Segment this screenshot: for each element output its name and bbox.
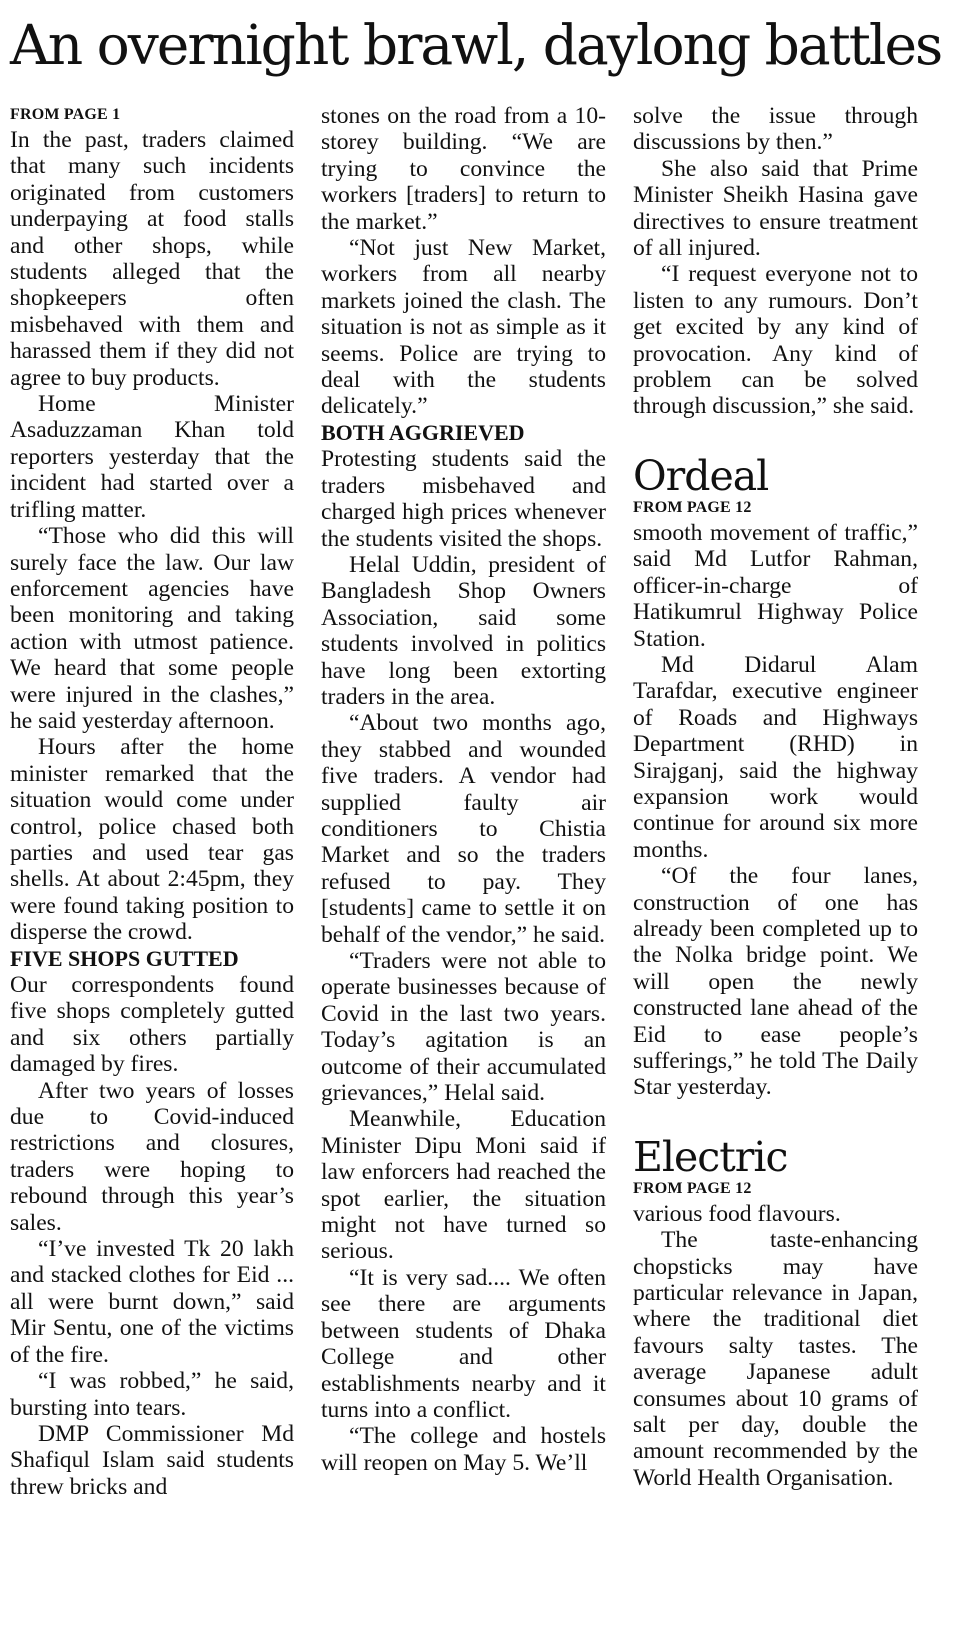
paragraph: “I’ve invested Tk 20 lakh and stacked clothes for Eid ... all were burnt down,” said Mir Sentu, one of the victims of the fire. (10, 1236, 294, 1368)
continued-from-kicker: FROM PAGE 12 (633, 1179, 752, 1197)
headline: An overnight brawl, daylong battles (10, 13, 942, 77)
paragraph: smooth movement of traffic,” said Md Lutfor Rahman, officer-in-charge of Hatikumrul Highway Police Station. (633, 519, 918, 652)
paragraph: The taste-enhancing chopsticks may have particular relevance in Japan, where the traditional diet favours salty tastes. The average Japanese adult consumes about 10 grams of salt per day, double the amount recommended by the World Health Organisation. (633, 1227, 918, 1491)
column-1 (10, 103, 294, 1500)
paragraph: solve the issue through discussions by then.” (633, 103, 918, 156)
paragraph: “About two months ago, they stabbed and wounded five traders. A vendor had supplied faulty air conditioners to Chistia Market and so the traders refused to pay. They [students] came to settle it on behalf of the vendor,” he said. (321, 710, 606, 948)
section-title-electric: Electric (633, 1132, 788, 1181)
paragraph: Meanwhile, Education Minister Dipu Moni said if law enforcers had reached the spot earlier, the situation might not have turned so serious. (321, 1106, 606, 1265)
paragraph: She also said that Prime Minister Sheikh Hasina gave directives to ensure treatment of all injured. (633, 155, 918, 262)
subhead-both-aggrieved: BOTH AGGRIEVED (321, 419, 525, 445)
paragraph: In the past, traders claimed that many such incidents originated from customers underpaying at food stalls and other shops, while students alleged that the shopkeepers often misbehaved with them and harassed them if they did not agree to buy products. (10, 127, 294, 391)
continued-from-kicker: FROM PAGE 1 (10, 106, 121, 123)
paragraph: “It is very sad.... We often see there are arguments between students of Dhaka College and other establishments nearby and it turns into a conflict. (321, 1264, 606, 1423)
paragraph: “Of the four lanes, construction of one has already been completed up to the Nolka bridge point. We will open the newly constructed lane ahead of the Eid to ease people’s sufferings,” he told The Daily Star yesterday. (633, 863, 918, 1101)
paragraph: Helal Uddin, president of Bangladesh Shop Owners Association, said some students involved in politics have long been extorting traders in the area. (321, 551, 606, 710)
paragraph: “I request everyone not to listen to any rumours. Don’t get excited by any kind of provocation. Any kind of problem can be solved through discussion,” she said. (633, 261, 918, 420)
paragraph: various food flavours. (633, 1200, 841, 1227)
paragraph: Hours after the home minister remarked that the situation would come under control, police chased both parties and used tear gas shells. At about 2:45pm, they were found taking position to disperse the crowd. (10, 734, 294, 946)
paragraph: “Those who did this will surely face the law. Our law enforcement agencies have been monitoring and taking action with utmost patience. We heard that some people were injured in the clashes,” he said yesterday afternoon. (10, 523, 294, 734)
paragraph: Home Minister Asaduzzaman Khan told reporters yesterday that the incident had started over a trifling matter. (10, 391, 294, 523)
paragraph: Protesting students said the traders misbehaved and charged high prices whenever the students visited the shops. (321, 446, 606, 552)
paragraph: “Traders were not able to operate businesses because of Covid in the last two years. Today’s agitation is an outcome of their accumulated grievances,” Helal said. (321, 948, 606, 1107)
continued-from-kicker: FROM PAGE 12 (633, 498, 752, 516)
paragraph: “I was robbed,” he said, bursting into tears. (10, 1368, 294, 1421)
paragraph: After two years of losses due to Covid-induced restrictions and closures, traders were hoping to rebound through this year’s sales. (10, 1077, 294, 1236)
paragraph: stones on the road from a 10-storey building. “We are trying to convince the workers [traders] to return to the market.” (321, 103, 606, 235)
paragraph: Our correspondents found five shops completely gutted and six others partially damaged by fires. (10, 972, 294, 1078)
paragraph: DMP Commissioner Md Shafiqul Islam said students threw bricks and (10, 1420, 294, 1500)
paragraph: “The college and hostels will reopen on May 5. We’ll (321, 1423, 606, 1476)
paragraph: Md Didarul Alam Tarafdar, executive engineer of Roads and Highways Department (RHD) in Sirajganj, said the highway expansion work would continue for around six more months. (633, 651, 918, 863)
column-3 (633, 103, 918, 1491)
paragraph: “Not just New Market, workers from all nearby markets joined the clash. The situation is not as simple as it seems. Police are trying to deal with the students delicately.” (321, 235, 606, 420)
section-title-ordeal: Ordeal (633, 451, 769, 500)
subhead-five-shops-gutted: FIVE SHOPS GUTTED (10, 945, 239, 971)
column-2 (321, 103, 606, 1476)
